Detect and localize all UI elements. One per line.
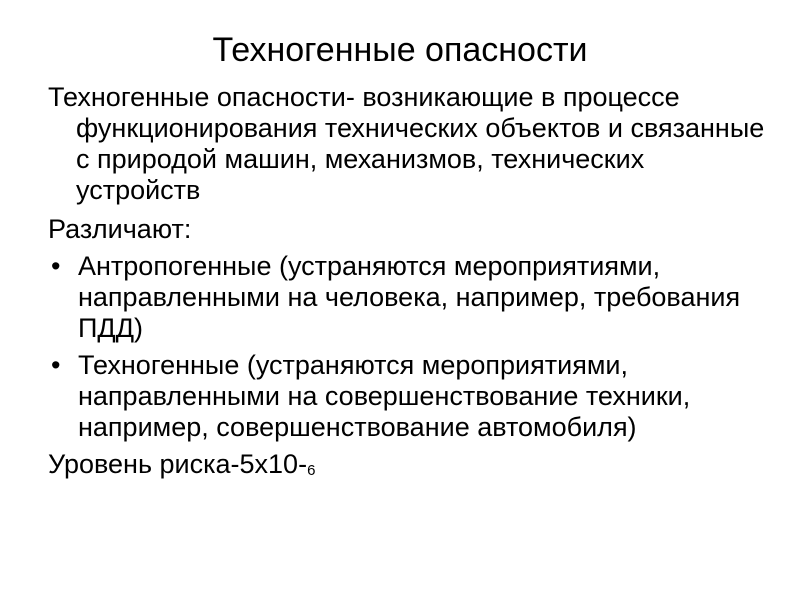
risk-level-text [48,449,768,486]
list-item-anthropogenic [48,251,768,344]
bullet-icon: • [51,251,61,281]
bullet-icon: • [51,350,61,380]
list-item-technogenic [48,350,768,443]
distinguish-label: Различают: [48,214,192,244]
slide-title: Техногенные опасности [212,31,588,69]
definition-text: Техногенные опасности- возникающие в процессе функционирования технических объектов и связанные с природой машин, механизмов, технических устройств [48,82,765,205]
slide-content [48,82,768,486]
list-item-text: Техногенные (устраняются мероприятиями, направленными на совершенствование техники, например, совершенствование автомобиля) [78,350,691,442]
risk-level-exponent: 6 [307,462,316,479]
hazard-types-list [48,251,768,443]
list-item-text: Антропогенные (устраняются мероприятиями, направленными на человека, например, требования ПДД) [78,251,741,343]
risk-level-value: Уровень риска-5х10- [48,449,308,479]
